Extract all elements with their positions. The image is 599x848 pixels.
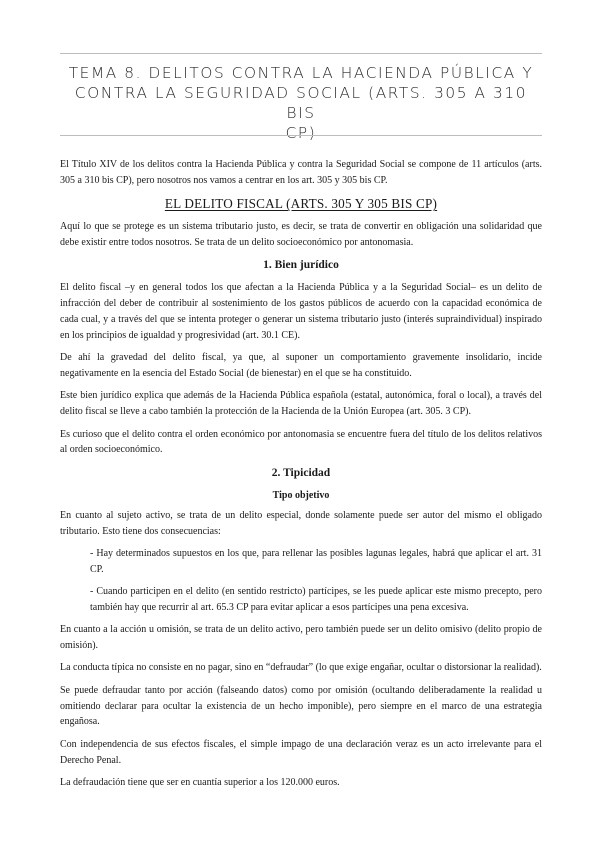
bien-juridico-paragraph-4: Es curioso que el delito contra el orden económico por antonomasia se encuentre fuera del título de los delitos relativos al orden socioeconómico. bbox=[60, 428, 542, 456]
top-rule bbox=[60, 53, 542, 54]
heading-tipicidad: 2. Tipicidad bbox=[271, 466, 331, 479]
tipicidad-paragraph-3: La conducta típica no consiste en no pagar, sino en “defraudar” (lo que exige engañar, ocultar o distorsionar la realidad). bbox=[60, 662, 542, 674]
bien-juridico-paragraph-3: Este bien jurídico explica que además de la Hacienda Pública española (estatal, autonómica, foral o local), a través del delito fiscal se lleve a cabo también la protección de la Hacienda de la Unión Europea (art. 305. 3 CP). bbox=[60, 390, 542, 418]
consequence-item-1: - Hay determinados supuestos en los que, para rellenar las posibles lagunas legales, habrá que aplicar el art. 31 CP. bbox=[90, 547, 542, 575]
document-title bbox=[60, 63, 542, 143]
bien-juridico-paragraph-2: De ahí la gravedad del delito fiscal, ya que, al suponer un comportamiento gravemente insolidario, incide negativamente en la esencia del Estado Social (de bienestar) en el que se ha constituido. bbox=[60, 352, 542, 379]
delito-fiscal-paragraph: Aquí lo que se protege es un sistema tributario justo, es decir, se trata de convertir en obligación una solidaridad que debe existir entre todos nosotros. Se trata de un delito socioeconómico por antonomasia. bbox=[60, 221, 542, 248]
consequence-item-2: - Cuando participen en el delito (en sentido restricto) partícipes, se les puede aplicar este mismo precepto, pero también hay que recurrir al art. 65.3 CP para evitar aplicar a esos partícipes una pena excesiva. bbox=[90, 586, 542, 613]
title-line-3: CP) bbox=[285, 124, 317, 142]
document-body bbox=[60, 157, 542, 797]
heading-bien-juridico: 1. Bien jurídico bbox=[263, 259, 339, 272]
tipicidad-paragraph-4: Se puede defraudar tanto por acción (falseando datos) como por omisión (ocultando deliberadamente la realidad u omitiendo declarar para ocultar la existencia de un hecho imponible), pero siempre en el marco de una estrategia engañosa. bbox=[60, 684, 542, 728]
bottom-rule bbox=[60, 135, 542, 136]
tipicidad-paragraph-2: En cuanto a la acción u omisión, se trata de un delito activo, pero también puede ser un delito omisivo (delito propio de omisión). bbox=[60, 624, 542, 652]
heading-tipo-objetivo: Tipo objetivo bbox=[272, 489, 330, 501]
title-line-1: TEMA 8. DELITOS CONTRA LA HACIENDA PÚBLICA Y bbox=[68, 64, 534, 82]
tipicidad-paragraph-5: Con independencia de sus efectos fiscales, el simple impago de una declaración veraz es un acto irrelevante para el Derecho Penal. bbox=[60, 738, 542, 766]
bien-juridico-paragraph-1: El delito fiscal –y en general todos los que afectan a la Hacienda Pública y a la Seguridad Social– es un delito de infracción del deber de contribuir al sostenimiento de los gastos públicos de acuerdo con la capacidad económica de cada cual, y a través del que se intenta proteger o generar un sistema tributario justo (interés supraindividual) inspirado en los principios de igualdad y progresividad (art. 30.1 CE). bbox=[60, 282, 542, 341]
tipicidad-paragraph-6: La defraudación tiene que ser en cuantía superior a los 120.000 euros. bbox=[60, 777, 340, 789]
heading-delito-fiscal: EL DELITO FISCAL (ARTS. 305 Y 305 BIS CP) bbox=[164, 196, 438, 212]
title-line-2: CONTRA LA SEGURIDAD SOCIAL (ARTS. 305 A 310 BIS bbox=[74, 84, 528, 122]
intro-paragraph: El Título XIV de los delitos contra la Hacienda Pública y contra la Seguridad Social se compone de 11 artículos (arts. 305 a 310 bis CP), pero nosotros nos vamos a centrar en los art. 305 y 305 bis CP. bbox=[60, 159, 542, 186]
tipicidad-paragraph-1: En cuanto al sujeto activo, se trata de un delito especial, donde solamente puede ser autor del mismo el obligado tributario. Esto tiene dos consecuencias: bbox=[60, 509, 542, 537]
